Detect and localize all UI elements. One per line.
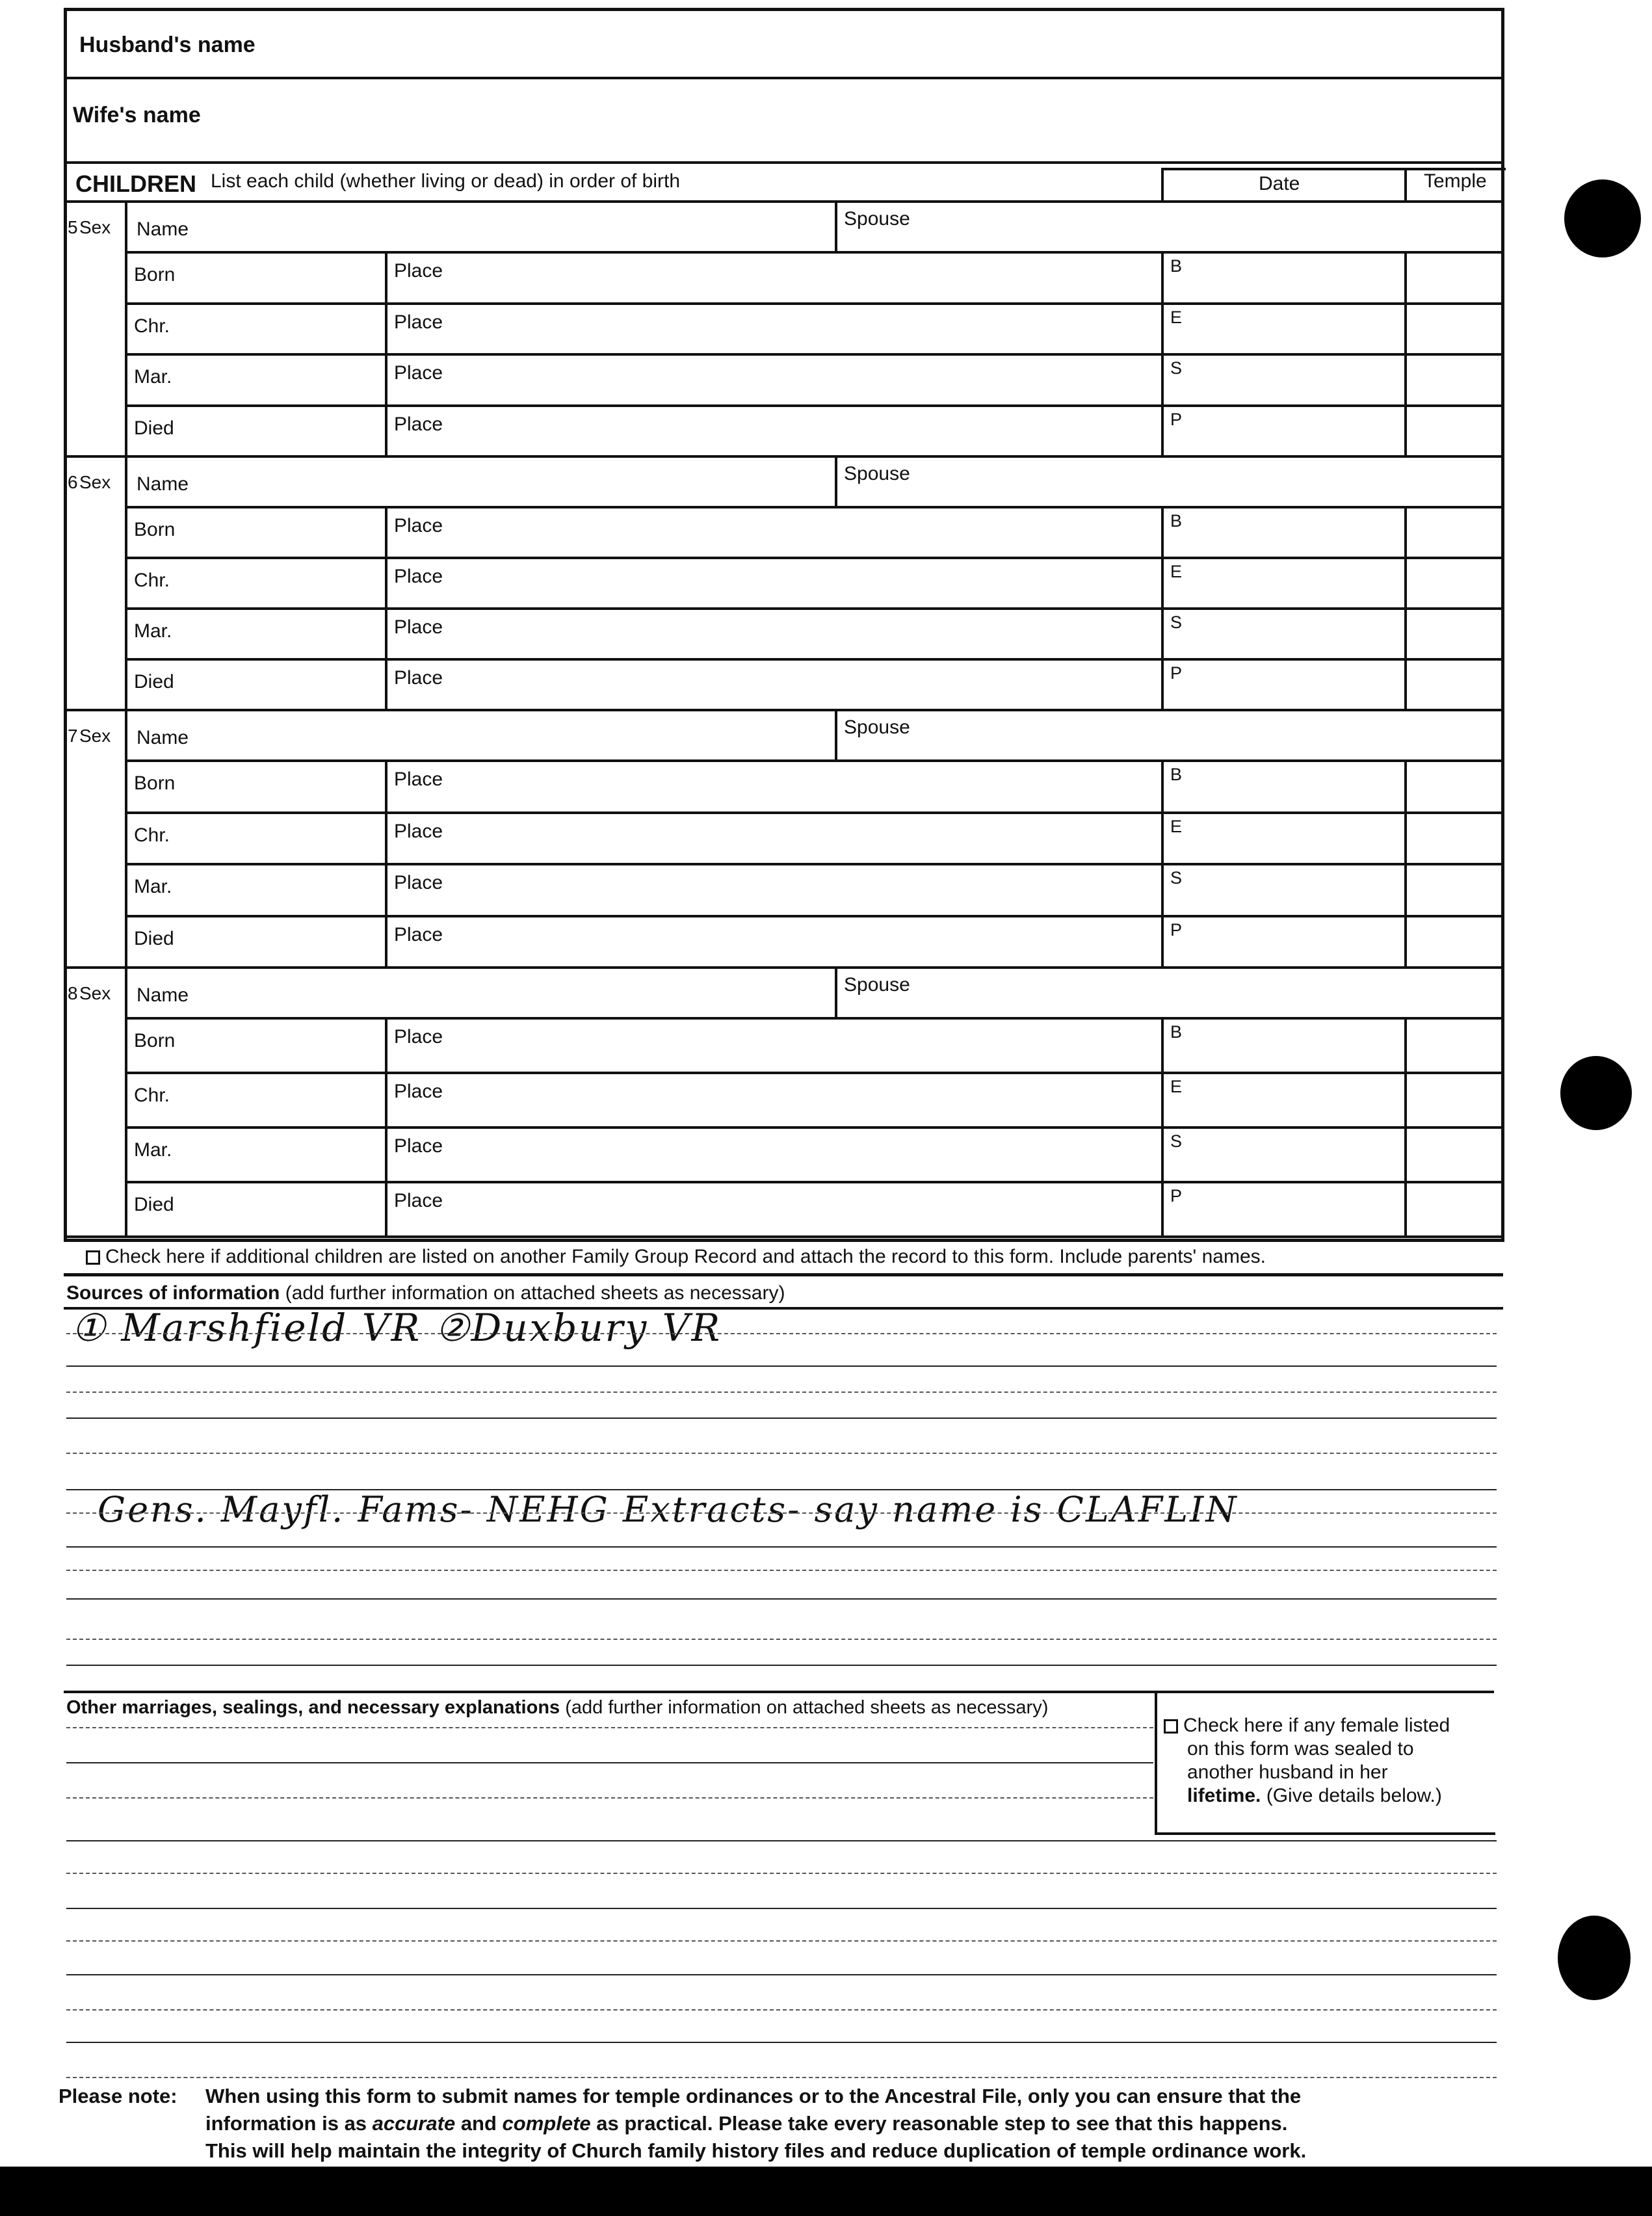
sex-column-divider xyxy=(125,709,127,966)
husband-name-label: Husband's name xyxy=(79,33,256,57)
sex-label: Sex xyxy=(79,217,111,237)
female-sealed-checkbox[interactable] xyxy=(1164,1719,1178,1734)
additional-children-text: Check here if additional children are listed on another Family Group Record and attach the record to this form. Include parents' names. xyxy=(105,1246,1266,1267)
sex-label: Sex xyxy=(79,472,111,492)
divider xyxy=(64,1273,1503,1276)
divider xyxy=(65,161,1503,164)
source-line-1: ① Marshfield VR ②Duxbury VR xyxy=(72,1306,722,1350)
divider xyxy=(125,863,1503,865)
place-label: Place xyxy=(394,1135,443,1157)
divider xyxy=(125,759,1503,762)
ordinance-letter: P xyxy=(1170,919,1183,940)
divider xyxy=(1155,1832,1495,1835)
ruled-line[interactable] xyxy=(66,1418,1497,1419)
ruled-line[interactable] xyxy=(66,1453,1497,1454)
child-number: 8 xyxy=(68,983,78,1003)
ruled-line[interactable] xyxy=(66,1333,1497,1334)
divider xyxy=(125,811,1503,814)
place-label: Place xyxy=(394,413,443,435)
sources-heading xyxy=(66,1282,785,1304)
sources-title: Sources of information xyxy=(66,1282,280,1304)
divider xyxy=(65,455,1503,458)
event-label: Died xyxy=(134,1194,174,1215)
divider xyxy=(65,966,1503,969)
place-label: Place xyxy=(394,311,443,333)
ordinance-letter: B xyxy=(1170,765,1183,784)
punch-hole-mark xyxy=(1558,1916,1631,2000)
ruled-line[interactable] xyxy=(66,1639,1497,1640)
spouse-divider xyxy=(835,455,837,506)
ordinance-letter: P xyxy=(1170,663,1183,683)
ordinance-letter: E xyxy=(1170,816,1183,836)
place-label: Place xyxy=(394,1026,443,1048)
spouse-divider xyxy=(835,200,837,251)
place-label: Place xyxy=(394,769,443,790)
place-label: Place xyxy=(394,872,443,893)
event-label: Born xyxy=(134,1030,176,1051)
scan-border xyxy=(0,2167,1652,2216)
event-label: Mar. xyxy=(134,620,172,642)
event-label: Died xyxy=(134,927,174,949)
please-note-line-2 xyxy=(205,2112,1287,2135)
ruled-line[interactable] xyxy=(66,1570,1497,1571)
female-sealed-text-1: Check here if any female listed xyxy=(1183,1715,1450,1736)
divider xyxy=(125,1017,1503,1020)
child-name-label: Name xyxy=(137,984,189,1006)
ordinance-letter: S xyxy=(1170,868,1183,888)
event-label: Born xyxy=(134,264,176,285)
note-accurate: accurate xyxy=(372,2112,456,2135)
note-text: as practical. Please take every reasonable step to see that this happens. xyxy=(590,2112,1288,2135)
divider xyxy=(125,658,1503,661)
female-sealed-box xyxy=(1155,1691,1157,1834)
ruled-line[interactable] xyxy=(66,1908,1497,1909)
note-text: information is as xyxy=(205,2112,373,2135)
ordinance-letter: E xyxy=(1170,307,1183,327)
ruled-line[interactable] xyxy=(66,1665,1497,1666)
divider xyxy=(125,1181,1503,1183)
ordinance-letter: S xyxy=(1170,358,1183,378)
ordinance-letter: S xyxy=(1170,613,1183,632)
event-label: Died xyxy=(134,417,174,439)
sources-instructions: (add further information on attached sheets as necessary) xyxy=(285,1282,785,1304)
ruled-line[interactable] xyxy=(66,2042,1497,2043)
ordinance-letter: P xyxy=(1170,1186,1183,1206)
child-number: 5 xyxy=(68,217,78,237)
event-label: Chr. xyxy=(134,824,170,846)
divider xyxy=(125,404,1503,407)
ruled-line[interactable] xyxy=(66,1873,1497,1874)
ruled-line[interactable] xyxy=(66,1727,1153,1728)
children-instructions: List each child (whether living or dead) in order of birth xyxy=(211,170,681,192)
ruled-line[interactable] xyxy=(66,1840,1497,1841)
divider xyxy=(125,353,1503,356)
place-label: Place xyxy=(394,667,443,689)
place-label: Place xyxy=(394,1081,443,1102)
ruled-line[interactable] xyxy=(66,1940,1497,1942)
place-label: Place xyxy=(394,515,443,536)
event-label: Chr. xyxy=(134,570,170,591)
sex-column-divider xyxy=(125,455,127,709)
ordinance-letter: B xyxy=(1170,511,1183,531)
female-sealed-text-4a: lifetime. xyxy=(1187,1785,1261,1806)
event-label: Chr. xyxy=(134,1085,170,1106)
event-label: Mar. xyxy=(134,1139,172,1161)
ruled-line[interactable] xyxy=(66,1392,1497,1393)
spouse-divider xyxy=(835,966,837,1017)
child-name-label: Name xyxy=(137,473,189,495)
divider xyxy=(125,557,1503,559)
child-number: 7 xyxy=(68,726,78,746)
divider xyxy=(1404,168,1407,200)
female-sealed-text-4b: (Give details below.) xyxy=(1266,1785,1442,1806)
event-label: Mar. xyxy=(134,876,172,897)
event-label: Chr. xyxy=(134,315,170,337)
divider xyxy=(125,607,1503,610)
ordinance-letter: S xyxy=(1170,1131,1183,1151)
please-note-line-1: When using this form to submit names for temple ordinances or to the Ancestral File, only you can ensure that the xyxy=(205,2085,1302,2107)
ordinance-letter: E xyxy=(1170,562,1183,581)
punch-hole-mark xyxy=(1564,179,1641,257)
divider xyxy=(125,915,1503,917)
female-sealed-text-2: on this form was sealed to xyxy=(1187,1738,1414,1760)
divider xyxy=(64,1691,1494,1693)
source-line-2: Gens. Mayfl. Fams- NEHG Extracts- say name is CLAFLIN xyxy=(98,1489,1239,1530)
note-text: and xyxy=(455,2112,503,2135)
ruled-line[interactable] xyxy=(66,1974,1497,1975)
event-label: Born xyxy=(134,772,176,794)
event-label: Died xyxy=(134,671,174,692)
punch-hole-mark xyxy=(1560,1056,1632,1130)
place-label: Place xyxy=(394,566,443,587)
sex-label: Sex xyxy=(79,983,111,1003)
ruled-line[interactable] xyxy=(66,2009,1497,2011)
place-label: Place xyxy=(394,616,443,638)
wife-name-label: Wife's name xyxy=(73,103,201,127)
other-heading xyxy=(66,1697,1048,1719)
event-label: Born xyxy=(134,519,176,540)
divider xyxy=(125,251,1503,254)
place-label: Place xyxy=(394,260,443,282)
ruled-line[interactable] xyxy=(66,1512,1497,1514)
children-title: CHILDREN xyxy=(75,170,196,197)
additional-children-checkbox-row[interactable] xyxy=(86,1246,1266,1268)
please-note-label: Please note: xyxy=(59,2085,177,2107)
divider xyxy=(125,506,1503,508)
sex-column-divider xyxy=(125,200,127,455)
ruled-line[interactable] xyxy=(66,1546,1497,1548)
event-label: Mar. xyxy=(134,366,172,388)
female-sealed-text-3: another husband in her xyxy=(1187,1761,1388,1783)
divider xyxy=(125,1072,1503,1074)
child-name-label: Name xyxy=(137,727,189,748)
date-column-header: Date xyxy=(1259,173,1300,194)
ruled-line[interactable] xyxy=(66,1797,1153,1799)
ruled-line[interactable] xyxy=(66,2077,1497,2078)
female-sealed-checkbox-row[interactable] xyxy=(1164,1714,1450,1808)
place-label: Place xyxy=(394,923,443,945)
please-note-line-3: This will help maintain the integrity of Church family history files and reduce duplication of temple ordinance work. xyxy=(205,2139,1307,2162)
ruled-line[interactable] xyxy=(66,1598,1497,1600)
sex-column-divider xyxy=(125,966,127,1235)
ruled-line[interactable] xyxy=(66,1762,1153,1763)
temple-column-header: Temple xyxy=(1424,170,1487,192)
place-label: Place xyxy=(394,1190,443,1211)
ordinance-letter: B xyxy=(1170,256,1183,276)
spouse-divider xyxy=(835,709,837,759)
divider xyxy=(65,1235,1503,1238)
child-number: 6 xyxy=(68,472,78,492)
divider xyxy=(65,200,1503,203)
spouse-label: Spouse xyxy=(844,974,910,996)
other-title: Other marriages, sealings, and necessary explanations xyxy=(66,1697,560,1718)
ruled-line[interactable] xyxy=(66,1489,1497,1490)
ruled-line[interactable] xyxy=(66,1365,1497,1367)
ordinance-letter: E xyxy=(1170,1077,1183,1096)
divider xyxy=(65,709,1503,711)
place-label: Place xyxy=(394,820,443,842)
other-instructions: (add further information on attached sheets as necessary) xyxy=(565,1697,1049,1718)
divider xyxy=(65,77,1503,79)
spouse-label: Spouse xyxy=(844,463,910,484)
place-label: Place xyxy=(394,362,443,384)
spouse-label: Spouse xyxy=(844,717,910,738)
ordinance-letter: P xyxy=(1170,409,1183,429)
sex-label: Sex xyxy=(79,726,111,746)
divider xyxy=(125,302,1503,305)
spouse-label: Spouse xyxy=(844,208,910,230)
ordinance-letter: B xyxy=(1170,1022,1183,1042)
additional-children-checkbox[interactable] xyxy=(86,1250,100,1265)
note-complete: complete xyxy=(502,2112,591,2135)
divider xyxy=(125,1126,1503,1129)
child-name-label: Name xyxy=(137,218,189,240)
